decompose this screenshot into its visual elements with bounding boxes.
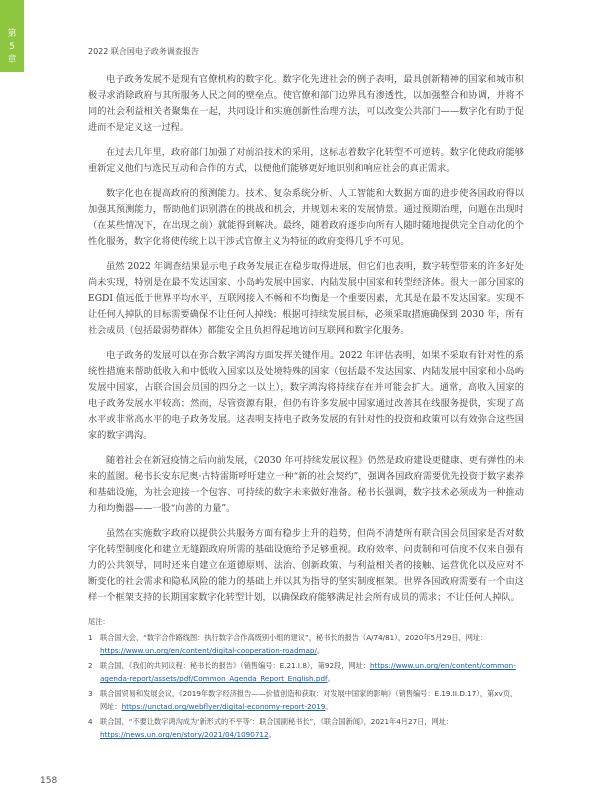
endnote-number: 3 bbox=[88, 689, 93, 698]
endnote-text bbox=[100, 687, 524, 713]
endnote-text bbox=[100, 715, 524, 741]
endnote-link[interactable]: https://www.un.org/en/content/digital-cooperation-roadmap/ bbox=[100, 646, 317, 655]
endnote-body: 联合国大会，“数字合作路线图：执行数字合作高级别小组的建议”，秘书长的报告（A/74/81），2020年5月29日，网址： bbox=[100, 633, 488, 642]
endnote-tail: 。 bbox=[316, 646, 325, 655]
paragraph-6 bbox=[88, 453, 524, 517]
chapter-tab-line1: 第 bbox=[7, 29, 17, 39]
main-content bbox=[88, 72, 524, 743]
endnote-link[interactable]: https://news.un.org/en/story/2021/04/1090712 bbox=[100, 730, 269, 739]
endnote-item bbox=[88, 659, 524, 685]
chapter-tab-number: 5 bbox=[9, 42, 15, 52]
paragraph-1: 电子政务发展不是现有官僚机构的数字化。数字化先进社会的例子表明，最具创新精神的国家和城市积极寻求消除政府与其所服务人民之间的壁垒点。使官僚和部门边界具有渗透性，以加强整合和协调，并将不同的社会利益相关者聚集在一起，共同设计和实施创新性治理方法，可以改变公共部门——数字化有助于促进而不是定义这一过程。 bbox=[88, 74, 524, 133]
endnote-tail: 。 bbox=[268, 730, 276, 739]
endnote-link[interactable]: https://www.un.org/en/content/common-agenda-report/assets/pdf/Common_Agenda_Report_English.pdf bbox=[100, 661, 516, 683]
paragraph-7: 虽然在实施数字政府以提供公共服务方面有稳步上升的趋势，但尚不清楚所有联合国会员国家是否对数字化转型制度化和建立无缝跟政府所需的基础设施给予足够重视。政府效率、问责制和可信度不仅来自强有力的公共领导，同时还来自建立在道德原则、法治、创新政策、与利益相关者的接触、运营优化以及应对不断变化的社会需求和隐私风险的能力的基础上并以其为指导的坚实制度框架。世界各国政府需要有一个由这样一个框架支持的长期国家数字化转型计划，以确保政府能够满足社会所有成员的需求；不让任何人掉队。 bbox=[88, 528, 524, 603]
endnotes-title: 尾注： bbox=[88, 617, 110, 626]
chapter-tab bbox=[0, 0, 24, 72]
running-header: 2022 联合国电子政务调查报告 bbox=[88, 47, 199, 56]
page-number: 158 bbox=[40, 776, 58, 786]
endnote-body: 联合国贸易和发展会议，《2019年数字经济报告——价值创造和获取：对发展中国家的影响》（销售编号：E.19.II.D.17），第xv页，网址： bbox=[100, 689, 518, 711]
endnotes bbox=[88, 615, 524, 741]
paragraph-2: 在过去几年里，政府部门加强了对前沿技术的采用，这标志着数字化转型不可逆转。数字化使政府能够重新定义他们与选民互动和合作的方式，以便他们能够更好地识别和响应社会的真正需求。 bbox=[88, 147, 524, 174]
endnote-tail: 。 bbox=[327, 674, 335, 683]
endnote-number: 1 bbox=[88, 633, 93, 642]
endnote-text bbox=[100, 659, 524, 685]
paragraph-3: 数字化也在提高政府的预测能力。技术、复杂系统分析、人工智能和大数据方面的进步使各国政府得以加强其预测能力，帮助他们识别潜在的挑战和机会，并规划未来的发展情景。通过预期治理，问题在出现时（在某些情况下，在出现之前）就能得到解决。最终，随着政府逐步向所有人随时随地提供完全自动化的个性化服务，数字化将使传统上以干涉式官僚主义为特征的政府变得几乎不可见。 bbox=[88, 188, 524, 247]
endnote-body: 联合国，《我们的共同议程：秘书长的报告》（销售编号：E.21.I.8），第92段，网址： bbox=[100, 661, 370, 670]
endnote-link[interactable]: https://unctad.org/webflyer/digital-economy-report-2019 bbox=[121, 702, 326, 711]
endnote-number: 2 bbox=[88, 661, 93, 670]
endnote-body: 联合国，“不要让数字鸿沟成为‘新形式的不平等’：联合国副秘书长”，《联合国新闻》，2021年4月27日，网址： bbox=[100, 717, 454, 726]
endnote-text bbox=[100, 631, 524, 657]
endnote-item bbox=[88, 631, 524, 657]
chapter-tab-line3: 章 bbox=[7, 55, 17, 65]
paragraph-6-text: 随着社会在新冠疫情之后向前发展，《2030 年可持续发展议程》仍然是政府建设更健康、更有弹性的未来的蓝图。秘书长安东尼奥·古特雷斯呼吁建立一种“新的社会契约”，强调各国政府需要优先投资于数字素养和基础设施，为社会迎接一个包容、可持续的数字未来做好准备。秘书长强调，数字技术必须成为一种推动力和均衡器——一股“向善的力量”。 bbox=[88, 455, 524, 514]
endnote-item bbox=[88, 715, 524, 741]
endnote-item bbox=[88, 687, 524, 713]
endnote-tail: 。 bbox=[325, 702, 333, 711]
paragraph-5: 电子政务的发展可以在弥合数字鸿沟方面发挥关键作用。2022 年评估表明，如果不采取有针对性的系统性措施来帮助低收入和中低收入国家以及处境特殊的国家（包括最不发达国家、内陆发展中国家和小岛屿发展中国家，占联合国会员国的四分之一以上），数字鸿沟将持续存在并可能会扩大。通常，高收入国家的电子政务发展水平较高；然而，尽管资源有限，但仍有许多发展中国家通过改善其在线服务提供，实现了高水平或非常高水平的电子政务发展。这表明支持电子政务发展的有针对性的投资和政策可以有效弥合这些国家的数字鸿沟。 bbox=[88, 350, 524, 441]
endnote-number: 4 bbox=[88, 717, 93, 726]
paragraph-4: 虽然 2022 年调查结果显示电子政务发展正在稳步取得进展，但它们也表明，数字转型带来的许多好处尚未实现，特别是在最不发达国家、小岛屿发展中国家、内陆发展中国家和转型经济体。很大一部分国家的 EGDI 值远低于世界平均水平，互联网接入不畅和不均衡是一个重要因素，尤其是在最不发达国家。实现不让任何人掉队的目标需要确保不让任何人掉线；根据可持续发展目标，必须采取措施确保到 2030 年，所有社会成员（包括最弱势群体）都能安全且负担得起地访问互联网和数字化服务。 bbox=[88, 261, 524, 336]
